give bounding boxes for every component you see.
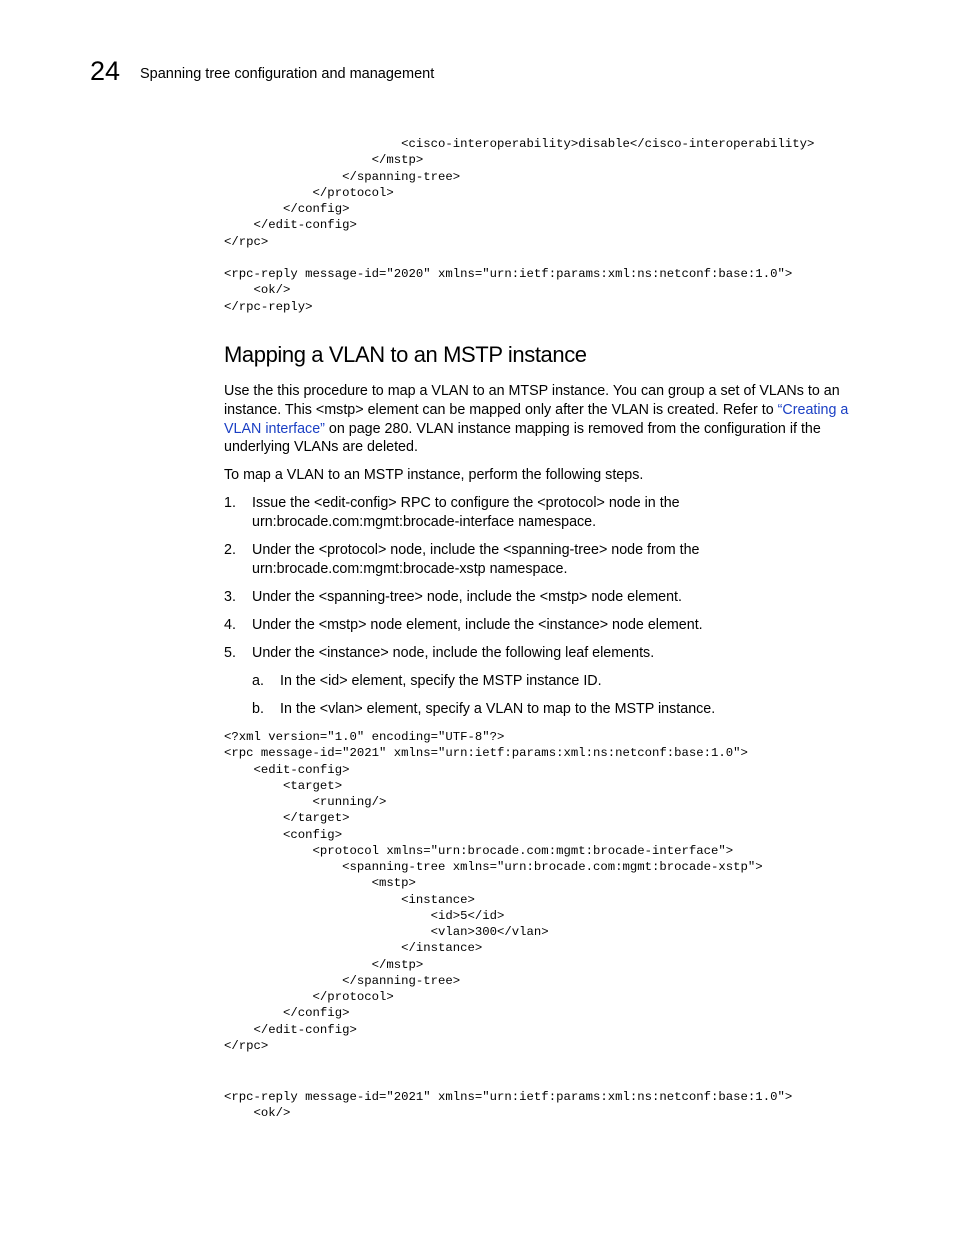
code-line: </target> [224,811,350,826]
step-number: 3. [224,589,236,605]
step-text: Issue the <edit-config> RPC to configure the <protocol> node in the urn:brocade.com:mgmt:brocade-interface namespace. [252,495,680,530]
code-line: </protocol> [224,990,394,1004]
code-line: <running/> [224,795,387,809]
step-number: 2. [224,542,236,558]
step-number: 5. [224,645,236,661]
code-line: <cisco-interoperability>disable</cisco-interoperability> [224,137,815,151]
step-text: Under the <spanning-tree> node, include the <mstp> node element. [252,589,682,605]
code-block-2 [224,729,763,1054]
step-text: Under the <instance> node, include the following leaf elements. [252,645,655,661]
code-line: <?xml version="1.0" encoding="UTF-8"?> [224,730,505,744]
intro-text-continued: on page 280. VLAN instance mapping is removed from the configuration if the underlying VLANs are deleted. [224,420,821,456]
code-line: <protocol xmlns="urn:brocade.com:mgmt:brocade-interface"> [224,843,734,858]
code-line: <spanning-tree xmlns="urn:brocade.com:mgmt:brocade-xstp"> [224,860,763,874]
code-line: <rpc message-id="2021" xmlns="urn:ietf:params:xml:ns:netconf:base:1.0"> [224,746,748,761]
code-line [224,250,814,266]
code-line: </config> [224,202,350,216]
substep-letter: b. [252,701,264,717]
code-line: <rpc-reply message-id="2020" xmlns="urn:ietf:params:xml:ns:netconf:base:1.0"> [224,267,793,281]
intro-paragraph [224,382,874,457]
substep-text: In the <vlan> element, specify a VLAN to map to the MSTP instance. [280,701,716,717]
code-line: <vlan>300</vlan> [224,925,549,939]
code-line: </protocol> [224,185,394,200]
code-line: </spanning-tree> [224,973,461,988]
chapter-number: 24 [90,56,121,86]
code-line: </mstp> [224,957,424,972]
code-line: </rpc> [224,234,269,249]
code-line: </instance> [224,941,483,956]
step-number: 4. [224,617,236,633]
code-line: <mstp> [224,876,416,891]
substep-text: In the <id> element, specify the MSTP instance ID. [280,673,602,689]
code-line: <instance> [224,892,475,907]
code-line: </rpc-reply> [224,299,313,314]
code-block-1 [224,136,814,315]
code-line: <config> [224,827,343,842]
code-line: </config> [224,1006,350,1021]
code-line: </mstp> [224,153,424,168]
code-line: <rpc-reply message-id="2021" xmlns="urn:ietf:params:xml:ns:netconf:base:1.0"> [224,1090,793,1104]
code-line: </edit-config> [224,1022,357,1037]
code-line: </edit-config> [224,218,357,233]
code-line: <edit-config> [224,762,350,777]
code-line: </rpc> [224,1038,269,1053]
substep-letter: a. [252,673,264,689]
code-line: </spanning-tree> [224,169,461,184]
code-line: <target> [224,778,343,793]
step-number: 1. [224,495,236,511]
intro-text: Use the this procedure to map a VLAN to an MTSP instance. You can group a set of VLANs to an instance. This <mstp> element can be mapped only after the VLAN is created. Refer to [224,383,840,418]
lead-in-paragraph: To map a VLAN to an MSTP instance, perform the following steps. [224,467,644,483]
step-text: Under the <mstp> node element, include the <instance> node element. [252,617,703,633]
code-line: <ok/> [224,283,291,298]
step-text: Under the <protocol> node, include the <spanning-tree> node from the urn:brocade.com:mgmt:brocade-xstp namespace. [252,542,700,577]
chapter-title: Spanning tree configuration and management [140,66,435,82]
code-line: <ok/> [224,1106,291,1121]
code-line: <id>5</id> [224,908,505,923]
code-block-3 [224,1089,792,1122]
section-heading: Mapping a VLAN to an MSTP instance [224,342,587,367]
cross-reference-link[interactable]: “Creating a VLAN interface” [224,401,849,437]
